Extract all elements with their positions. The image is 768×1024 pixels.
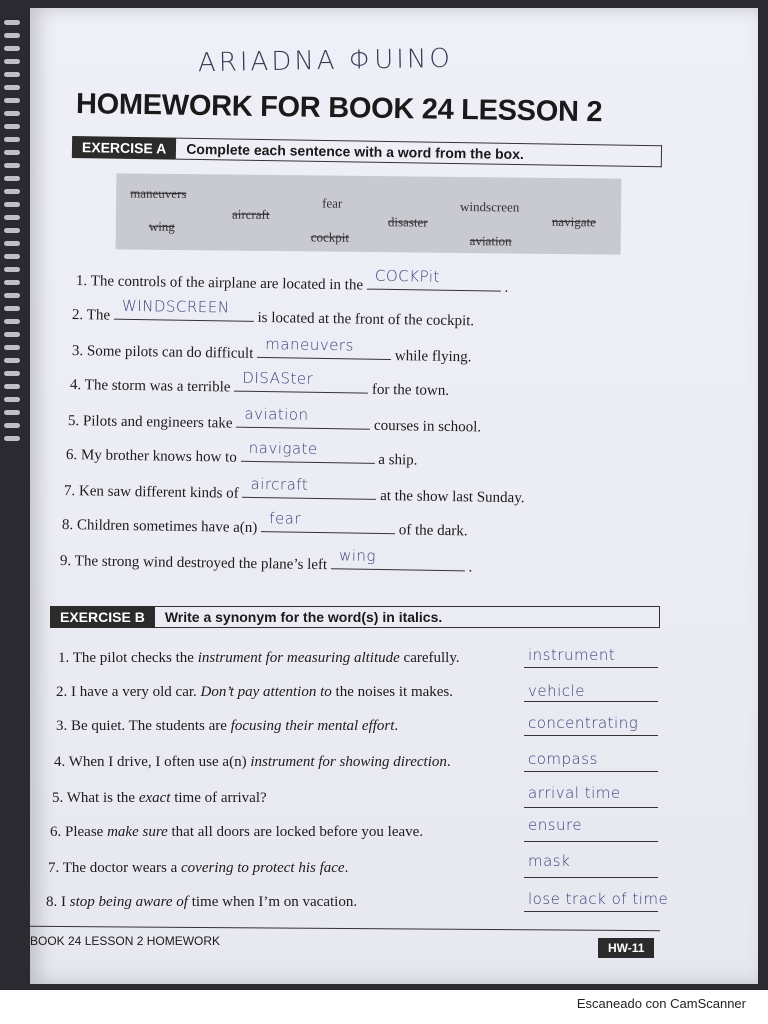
word-box-item: navigate — [551, 213, 597, 230]
binding-ring — [4, 202, 20, 207]
answer-line[interactable] — [524, 701, 658, 702]
handwritten-answer: WINDSCREEN — [121, 296, 230, 317]
item-text: When I drive, I often use a(n) — [68, 754, 251, 770]
exercise-a-instruction: Complete each sentence with a word from the box. — [176, 138, 662, 168]
student-name: ARIADNA ΦUINO — [197, 43, 454, 79]
word-box-item: cockpit — [310, 229, 350, 245]
item-text-before: Children sometimes have a(n) — [76, 517, 258, 537]
answer-blank[interactable] — [240, 438, 374, 464]
binding-ring — [4, 306, 20, 311]
handwritten-answer: aviation — [244, 404, 309, 424]
exercise-b-item — [48, 860, 348, 877]
item-number: 3. — [56, 718, 68, 734]
handwritten-answer: aircraft — [250, 474, 309, 494]
answer-blank[interactable] — [367, 266, 501, 292]
binding-ring — [4, 397, 20, 402]
item-text-after: . — [504, 279, 509, 296]
word-box-item: disaster — [387, 214, 428, 230]
item-text: carefully. — [399, 650, 460, 666]
word-box-item: aircraft — [231, 206, 270, 222]
exercise-b-instruction: Write a synonym for the word(s) in italics. — [155, 606, 660, 628]
item-text: Be quiet. The students are — [71, 718, 231, 734]
item-number: 8. — [46, 894, 58, 910]
item-text: that all doors are locked before you leave. — [167, 824, 424, 840]
answer-line[interactable] — [524, 841, 658, 842]
binding-ring — [4, 345, 20, 350]
word-box-item: maneuvers — [130, 185, 187, 202]
exercise-b-item — [56, 718, 398, 735]
item-text: . — [446, 754, 451, 770]
footer-label: BOOK 24 LESSON 2 HOMEWORK — [30, 934, 221, 948]
item-text: time when I’m on vacation. — [187, 894, 358, 910]
answer-blank[interactable] — [261, 509, 395, 534]
item-number: 7. — [63, 483, 76, 500]
item-text: The doctor wears a — [62, 860, 182, 876]
handwritten-answer: lose track of time — [528, 890, 669, 908]
binding-ring — [4, 124, 20, 129]
binding-ring — [4, 241, 20, 246]
item-text-before: The — [86, 307, 111, 324]
word-box-item: fear — [322, 195, 343, 211]
binding-ring — [4, 267, 20, 272]
binding-ring — [4, 358, 20, 363]
item-text-after: at the show last Sunday. — [380, 487, 525, 507]
handwritten-answer: wing — [338, 546, 377, 565]
item-number: 3. — [71, 343, 84, 360]
item-text: The pilot checks the — [72, 650, 198, 666]
binding-ring — [4, 137, 20, 142]
exercise-b-item — [56, 684, 453, 701]
item-number: 5. — [67, 413, 80, 430]
binding-ring — [4, 319, 20, 324]
binding-ring — [4, 59, 20, 64]
item-number: 7. — [48, 860, 60, 876]
italic-phrase: exact — [138, 790, 171, 806]
item-text-after: of the dark. — [398, 522, 468, 540]
italic-phrase: Don’t pay attention to — [200, 684, 332, 700]
item-text-after: courses in school. — [373, 417, 482, 436]
italic-phrase: stop being aware of — [69, 894, 188, 910]
binding-ring — [4, 436, 20, 441]
handwritten-answer: compass — [528, 750, 598, 768]
binding-ring — [4, 20, 20, 25]
item-text-after: . — [468, 559, 473, 576]
binding-ring — [4, 254, 20, 259]
word-box — [116, 173, 622, 254]
item-number: 2. — [56, 684, 68, 700]
exercise-b-item — [46, 894, 357, 911]
handwritten-answer: ensure — [528, 816, 583, 834]
word-box-item: wing — [148, 218, 175, 234]
item-number: 2. — [71, 307, 84, 324]
binding-ring — [4, 72, 20, 77]
binding-ring — [4, 163, 20, 168]
handwritten-answer: fear — [269, 509, 302, 528]
italic-phrase: make sure — [107, 824, 168, 840]
item-text-before: The storm was a terrible — [84, 377, 231, 396]
item-text-after: for the town. — [371, 381, 450, 399]
handwritten-answer: navigate — [248, 438, 318, 458]
item-text-before: The controls of the airplane are located in the — [90, 273, 364, 294]
page-title: HOMEWORK FOR BOOK 24 LESSON 2 — [75, 88, 603, 129]
item-text-before: Ken saw different kinds of — [78, 483, 239, 502]
item-text: . — [394, 718, 399, 734]
binding-ring — [4, 150, 20, 155]
binding-ring — [4, 410, 20, 415]
item-text: I — [61, 894, 70, 910]
exercise-b-item — [52, 790, 267, 807]
answer-blank[interactable] — [236, 404, 370, 430]
answer-blank[interactable] — [257, 335, 391, 360]
handwritten-answer: maneuvers — [265, 335, 355, 355]
item-text-before: Pilots and engineers take — [82, 413, 233, 432]
item-number: 6. — [50, 824, 62, 840]
binding-ring — [4, 215, 20, 220]
exercise-b-item — [54, 754, 451, 771]
answer-blank[interactable] — [242, 474, 376, 500]
answer-line[interactable] — [524, 667, 658, 668]
item-text: Please — [65, 824, 108, 840]
handwritten-answer: COCKPit — [374, 266, 440, 286]
item-text-before: My brother knows how to — [80, 447, 237, 466]
handwritten-answer: mask — [528, 852, 571, 870]
answer-blank[interactable] — [331, 546, 465, 571]
binding-ring — [4, 423, 20, 428]
word-box-item: aviation — [469, 233, 512, 249]
italic-phrase: instrument for measuring altitude — [197, 650, 400, 666]
answer-blank[interactable] — [234, 368, 368, 394]
item-number: 9. — [59, 553, 72, 570]
item-number: 4. — [54, 754, 66, 770]
handwritten-answer: DISASter — [242, 368, 314, 388]
binding-ring — [4, 371, 20, 376]
item-text: I have a very old car. — [71, 684, 201, 700]
item-number: 8. — [61, 517, 74, 534]
item-text-after: a ship. — [378, 451, 418, 469]
answer-blank[interactable] — [114, 296, 254, 322]
exercise-b-item — [58, 650, 460, 667]
answer-line[interactable] — [524, 771, 658, 772]
item-number: 4. — [69, 377, 82, 394]
binding-ring — [4, 98, 20, 103]
item-text: . — [344, 860, 349, 876]
binding-ring — [4, 332, 20, 337]
answer-line[interactable] — [524, 807, 658, 808]
italic-phrase: covering to protect his face — [181, 860, 345, 876]
handwritten-answer: concentrating — [528, 714, 639, 732]
item-number: 1. — [75, 273, 88, 290]
page-number-badge: HW-11 — [598, 938, 654, 958]
item-number: 5. — [52, 790, 64, 806]
handwritten-answer: instrument — [528, 646, 616, 664]
item-text-after: is located at the front of the cockpit. — [257, 309, 475, 330]
word-box-item: windscreen — [460, 198, 520, 215]
binding-ring — [4, 85, 20, 90]
handwritten-answer: arrival time — [528, 784, 621, 802]
binding-ring — [4, 228, 20, 233]
item-text: time of arrival? — [170, 790, 267, 806]
italic-phrase: instrument for showing direction — [250, 754, 447, 770]
binding-ring — [4, 46, 20, 51]
item-text-after: while flying. — [394, 348, 472, 366]
item-text-before: Some pilots can do difficult — [86, 343, 254, 362]
spiral-binding — [0, 0, 30, 990]
item-text: What is the — [66, 790, 139, 806]
answer-line[interactable] — [524, 735, 658, 736]
item-text: the noises it makes. — [331, 684, 454, 700]
scanner-watermark: Escaneado con CamScanner — [576, 996, 746, 1011]
binding-ring — [4, 189, 20, 194]
exercise-b-header — [50, 606, 660, 628]
exercise-b-item — [50, 824, 423, 841]
answer-line[interactable] — [524, 911, 658, 912]
item-number: 6. — [65, 447, 78, 464]
answer-line[interactable] — [524, 877, 658, 878]
exercise-b-tag: EXERCISE B — [50, 606, 155, 628]
binding-ring — [4, 176, 20, 181]
binding-ring — [4, 33, 20, 38]
exercise-a-tag: EXERCISE A — [72, 136, 177, 160]
binding-ring — [4, 384, 20, 389]
binding-ring — [4, 293, 20, 298]
item-number: 1. — [58, 650, 70, 666]
binding-ring — [4, 280, 20, 285]
binding-ring — [4, 111, 20, 116]
handwritten-answer: vehicle — [528, 682, 585, 700]
item-text-before: The strong wind destroyed the plane’s left — [74, 553, 328, 574]
italic-phrase: focusing their mental effort — [230, 718, 395, 734]
